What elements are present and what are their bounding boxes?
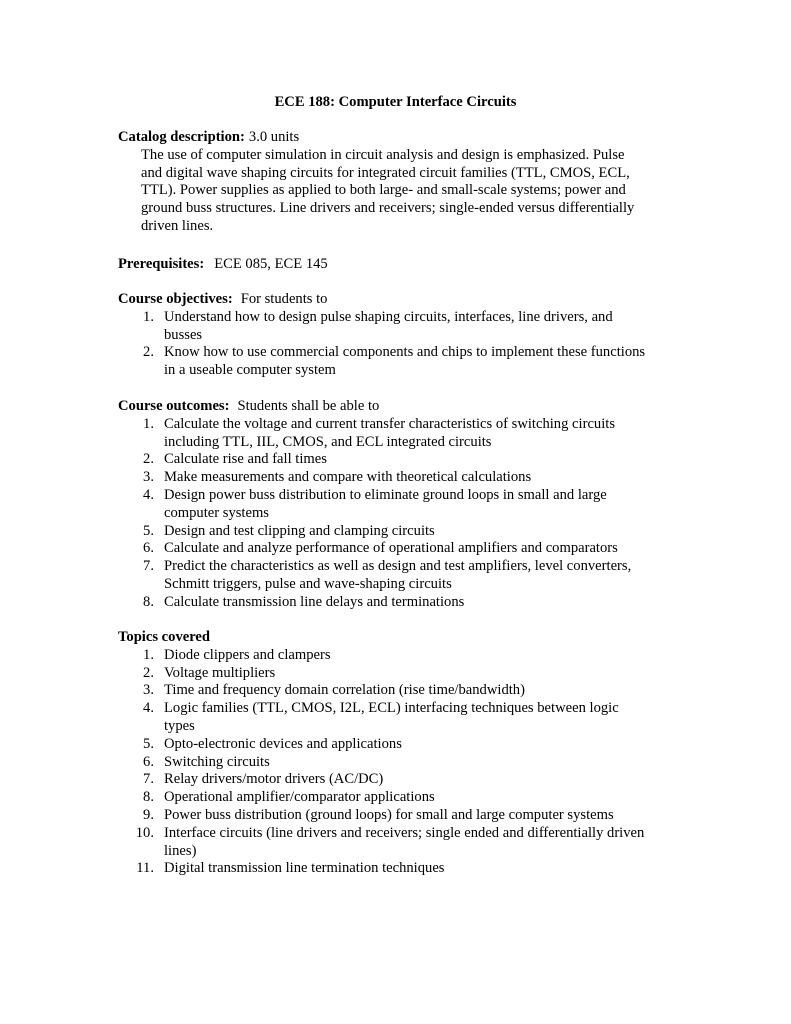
item-text: Time and frequency domain correlation (rise time/bandwidth) xyxy=(164,682,525,699)
item-text: Design and test clipping and clamping circuits xyxy=(164,522,435,539)
list-item xyxy=(118,665,688,683)
list-item xyxy=(118,344,688,380)
catalog-section xyxy=(118,129,688,236)
catalog-line: TTL). Power supplies as applied to both large- and small-scale systems; power and xyxy=(141,182,626,199)
item-text: Calculate transmission line delays and terminations xyxy=(164,593,465,610)
outcomes-section xyxy=(118,398,688,612)
item-text: Voltage multipliers xyxy=(164,664,276,681)
list-item xyxy=(118,771,688,789)
item-text: Make measurements and compare with theoretical calculations xyxy=(164,469,532,486)
item-number: 7. xyxy=(143,558,154,575)
item-number: 10. xyxy=(135,824,154,841)
item-number: 9. xyxy=(143,806,154,823)
objectives-intro: For students to xyxy=(240,291,328,307)
list-item xyxy=(118,416,688,452)
item-number: 5. xyxy=(143,735,154,752)
prerequisites-value: ECE 085, ECE 145 xyxy=(214,256,328,272)
list-item xyxy=(118,825,688,861)
topics-section xyxy=(118,629,688,878)
list-item xyxy=(118,682,688,700)
list-item xyxy=(118,736,688,754)
item-text: Diode clippers and clampers xyxy=(164,646,331,663)
list-item xyxy=(118,860,688,878)
item-number: 4. xyxy=(143,486,154,503)
item-number: 2. xyxy=(143,451,154,468)
catalog-units: 3.0 units xyxy=(248,129,300,145)
prerequisites-heading xyxy=(118,256,688,274)
prerequisites-label: Prerequisites: xyxy=(118,256,205,272)
item-number: 1. xyxy=(143,646,154,663)
list-item xyxy=(118,700,688,736)
catalog-line: The use of computer simulation in circuit analysis and design is emphasized. Pulse xyxy=(141,146,625,163)
item-number: 7. xyxy=(143,771,154,788)
prerequisites-section xyxy=(118,256,688,274)
list-item xyxy=(118,594,688,612)
item-number: 2. xyxy=(143,344,154,361)
item-number: 11. xyxy=(136,860,154,877)
catalog-line: ground buss structures. Line drivers and receivers; single-ended versus differentially xyxy=(141,200,635,217)
item-text: Power buss distribution (ground loops) for small and large computer systems xyxy=(164,806,614,823)
item-number: 1. xyxy=(143,308,154,325)
outcomes-heading xyxy=(118,398,688,416)
item-text: Digital transmission line termination techniques xyxy=(164,860,445,877)
list-item xyxy=(118,540,688,558)
objectives-section xyxy=(118,291,688,380)
item-number: 3. xyxy=(143,469,154,486)
outcomes-label: Course outcomes: xyxy=(118,398,230,414)
item-number: 8. xyxy=(143,593,154,610)
item-number: 6. xyxy=(143,540,154,557)
item-number: 6. xyxy=(143,753,154,770)
item-number: 1. xyxy=(143,415,154,432)
item-text: Opto-electronic devices and applications xyxy=(164,735,402,752)
catalog-label: Catalog description: xyxy=(118,129,245,145)
item-text: Relay drivers/motor drivers (AC/DC) xyxy=(164,771,384,788)
item-number: 2. xyxy=(143,664,154,681)
item-text: Know how to use commercial components and chips to implement these functions in a useable computer system xyxy=(164,344,646,379)
topics-label: Topics covered xyxy=(118,629,211,645)
catalog-heading xyxy=(118,129,688,147)
item-text: Interface circuits (line drivers and receivers; single ended and differentially driven lines) xyxy=(164,824,645,859)
objectives-list xyxy=(118,309,688,380)
list-item xyxy=(118,469,688,487)
topics-list xyxy=(118,647,688,878)
item-number: 4. xyxy=(143,700,154,717)
item-text: Switching circuits xyxy=(164,753,270,770)
catalog-line: and digital wave shaping circuits for integrated circuit families (TTL, CMOS, ECL, xyxy=(141,164,630,181)
list-item xyxy=(118,451,688,469)
item-text: Calculate and analyze performance of operational amplifiers and comparators xyxy=(164,540,618,557)
item-number: 3. xyxy=(143,682,154,699)
item-text: Predict the characteristics as well as design and test amplifiers, level converters, Schmitt triggers, pulse and wave-shaping circuits xyxy=(164,558,632,592)
objectives-heading xyxy=(118,291,688,309)
list-item xyxy=(118,754,688,772)
list-item xyxy=(118,807,688,825)
list-item xyxy=(118,647,688,665)
item-text: Operational amplifier/comparator applications xyxy=(164,789,435,806)
item-text: Logic families (TTL, CMOS, I2L, ECL) interfacing techniques between logic types xyxy=(164,700,619,734)
item-text: Calculate the voltage and current transfer characteristics of switching circuits including TTL, IIL, CMOS, and ECL integrated circuits xyxy=(164,415,616,450)
catalog-description xyxy=(141,147,676,236)
list-item xyxy=(118,558,688,594)
item-text: Understand how to design pulse shaping circuits, interfaces, line drivers, and busses xyxy=(164,308,613,343)
document-title: ECE 188: Computer Interface Circuits xyxy=(274,94,517,110)
topics-heading xyxy=(118,629,688,647)
item-text: Design power buss distribution to eliminate ground loops in small and large computer systems xyxy=(164,486,607,521)
item-number: 5. xyxy=(143,522,154,539)
objectives-label: Course objectives: xyxy=(118,291,233,307)
list-item xyxy=(118,523,688,541)
list-item xyxy=(118,789,688,807)
list-item xyxy=(118,309,688,345)
item-text: Calculate rise and fall times xyxy=(164,451,327,468)
list-item xyxy=(118,487,688,523)
outcomes-list xyxy=(118,416,688,612)
catalog-line: driven lines. xyxy=(141,217,214,234)
item-number: 8. xyxy=(143,789,154,806)
outcomes-intro: Students shall be able to xyxy=(237,398,380,414)
